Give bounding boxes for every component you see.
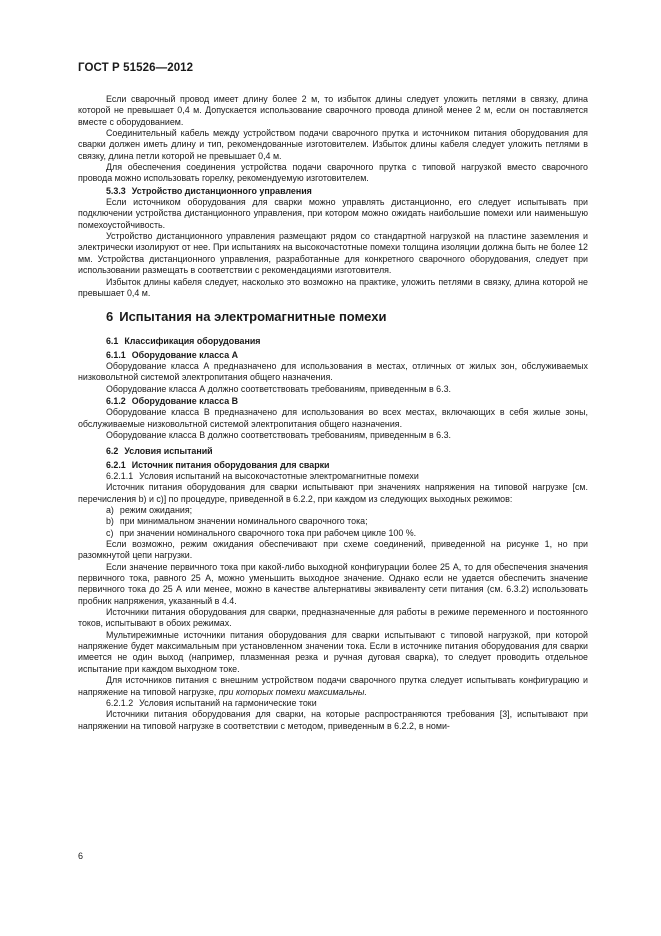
paragraph-text: Мультирежимные источники питания оборудования для сварки испытывают с типовой нагрузкой, при которой напряжение будет максимальным при установленном значении тока. Если в источнике питания оборудования для сварки имеется не один выход (например, плазменная резка и ручная дуговая сварка), то следует проводить отдельное испытание при каждом выходном токе. (78, 629, 588, 674)
paragraph (78, 128, 588, 162)
section-title: Классификация оборудования (124, 336, 261, 347)
paragraph (78, 162, 588, 185)
list-item (78, 528, 588, 539)
paragraph-text: Оборудование класса А должно соответствовать требованиям, приведенным в 6.3. (106, 383, 451, 394)
document-header: ГОСТ Р 51526—2012 (78, 62, 194, 74)
section-number: 6.2.1 (106, 459, 126, 470)
section-heading (78, 350, 588, 361)
paragraph (78, 562, 588, 607)
section-heading (78, 446, 588, 457)
section-title: Оборудование класса В (131, 395, 239, 406)
section-number: 5.3.3 (106, 185, 126, 196)
paragraph-text: Если значение первичного тока при какой-либо выходной конфигурации более 25 А, то для обеспечения значения первичного тока, равного 25 А, можно уменьшить выходное значение. Однако если не удается обеспечить значение первичного тока до 25 А или менее, можно в качестве альтернативы эквиваленту сети питания (см. 6.3.2) использовать пробник напряжения, указанный в 4.4. (78, 561, 588, 606)
section-number: 6.1.2 (106, 395, 126, 406)
document-body (78, 94, 588, 732)
section-number: 6.2.1.2 (106, 697, 134, 708)
paragraph (78, 709, 588, 732)
paragraph (78, 384, 588, 395)
paragraph-text: Соединительный кабель между устройством подачи сварочного прутка и источником питания оборудования для сварки должен иметь длину и тип, рекомендованные изготовителем. Избыток длины кабеля следует уложить петлями в связку, длина петли которой не превышает 0,4 м. (78, 128, 588, 161)
section-heading (78, 471, 588, 482)
section-heading (78, 396, 588, 407)
section-title: Источник питания оборудования для сварки (131, 459, 330, 470)
paragraph-text: Избыток длины кабеля следует, насколько это возможно на практике, уложить петлями в связку, длина которой не превышает 0,4 м. (78, 276, 588, 298)
section-title: Испытания на электромагнитные помехи (119, 309, 387, 325)
paragraph (78, 197, 588, 231)
paragraph (78, 430, 588, 441)
section-heading (78, 309, 588, 325)
section-number: 6.1 (106, 336, 119, 347)
paragraph (78, 630, 588, 675)
section-title: Устройство дистанционного управления (131, 185, 312, 196)
section-title: Условия испытаний (124, 446, 213, 457)
list-marker: c) (106, 527, 114, 538)
section-number: 6.2.1.1 (106, 470, 134, 481)
paragraph (78, 482, 588, 505)
section-number: 6.1.1 (106, 349, 126, 360)
paragraph-text: Источник питания оборудования для сварки испытывают при значениях напряжения на типовой нагрузке [см. перечисления b) и c)] по процедуре, приведенной в 6.2.2, при каждом из следующих выходных режимов: (78, 482, 588, 504)
paragraph-text: Для обеспечения соединения устройства подачи сварочного прутка с типовой нагрузкой вместо сварочного провода можно использовать горелку, рекомендуемую изготовителем. (78, 162, 588, 184)
paragraph-text: Оборудование класса В должно соответствовать требованиям, приведенным в 6.3. (106, 429, 451, 440)
list-marker: b) (106, 516, 114, 527)
paragraph-text: Оборудование класса В предназначено для использования во всех местах, включающих в себя жилые зоны, обслуживаемые низковольтной системой электропитания общего назначения. (78, 407, 588, 429)
paragraph (78, 94, 588, 128)
list-marker: a) (106, 505, 114, 515)
paragraph (78, 675, 588, 698)
section-title: Оборудование класса А (131, 349, 239, 360)
paragraph-text: Оборудование класса А предназначено для использования в местах, отличных от жилых зон, обслуживаемых низковольтной системой электропитания общего назначения. (78, 360, 588, 383)
paragraph-text: Для источников питания с внешним устройством подачи сварочного прутка следует испытывать конфигурацию и напряжение на типовой нагрузке, (78, 675, 588, 697)
paragraph-text: Если источником оборудования для сварки можно управлять дистанционно, его следует испытывать при подключении устройства дистанционного управления, при котором можно ожидать наибольшие помехи или наименьшую помехоустойчивость. (78, 197, 588, 230)
paragraph (78, 607, 588, 630)
paragraph-text: Источники питания оборудования для сварки, на которые распространяются требования [3], испытывают при напряжении на типовой нагрузке в соответствии с методом, приведенным в 6.2.2, в номи- (78, 709, 588, 731)
italic-text: при которых помехи максимальны. (218, 686, 367, 697)
paragraph-text: Если сварочный провод имеет длину более 2 м, то избыток длины следует уложить петлями в связку, длина которой не превышает 0,4 м. Допускается использование сварочного провода длиной менее 2 м, если он поставляется вместе с оборудованием. (78, 94, 588, 127)
section-number: 6.2 (106, 446, 119, 457)
paragraph (78, 539, 588, 562)
section-heading (78, 460, 588, 471)
list-item-text: при минимальном значении номинального сварочного тока; (119, 516, 368, 527)
section-heading (78, 698, 588, 709)
section-heading (78, 186, 588, 197)
list-item (78, 505, 588, 516)
paragraph (78, 277, 588, 300)
list-item-text: при значении номинального сварочного тока при рабочем цикле 100 %. (119, 527, 417, 538)
section-number: 6 (106, 309, 114, 325)
list-item-text: режим ожидания; (119, 505, 193, 515)
section-title: Условия испытаний на гармонические токи (139, 697, 317, 708)
page-number: 6 (78, 851, 84, 861)
section-title: Условия испытаний на высокочастотные электромагнитные помехи (139, 470, 419, 481)
paragraph (78, 407, 588, 430)
paragraph-text: Источники питания оборудования для сварки, предназначенные для работы в режиме переменного и постоянного токов, испытывают в обоих режимах. (78, 607, 588, 629)
section-heading (78, 336, 588, 347)
paragraph (78, 231, 588, 276)
paragraph-text: Устройство дистанционного управления размещают рядом со стандартной нагрузкой на пластине заземления и электрически изолируют от нее. При испытаниях на высокочастотные помехи толщина изоляции должна быть не более 12 мм. Устройства дистанционного управления, разработанные для конкретного сварочного оборудования, следует при использовании размещать в соответствии с рекомендациями изготовителя. (78, 231, 588, 276)
list-item (78, 516, 588, 527)
paragraph-text: Если возможно, режим ожидания обеспечивают при схеме соединений, приведенной на рисунке 1, но при разомкнутой цепи нагрузки. (78, 539, 588, 561)
paragraph (78, 361, 588, 384)
